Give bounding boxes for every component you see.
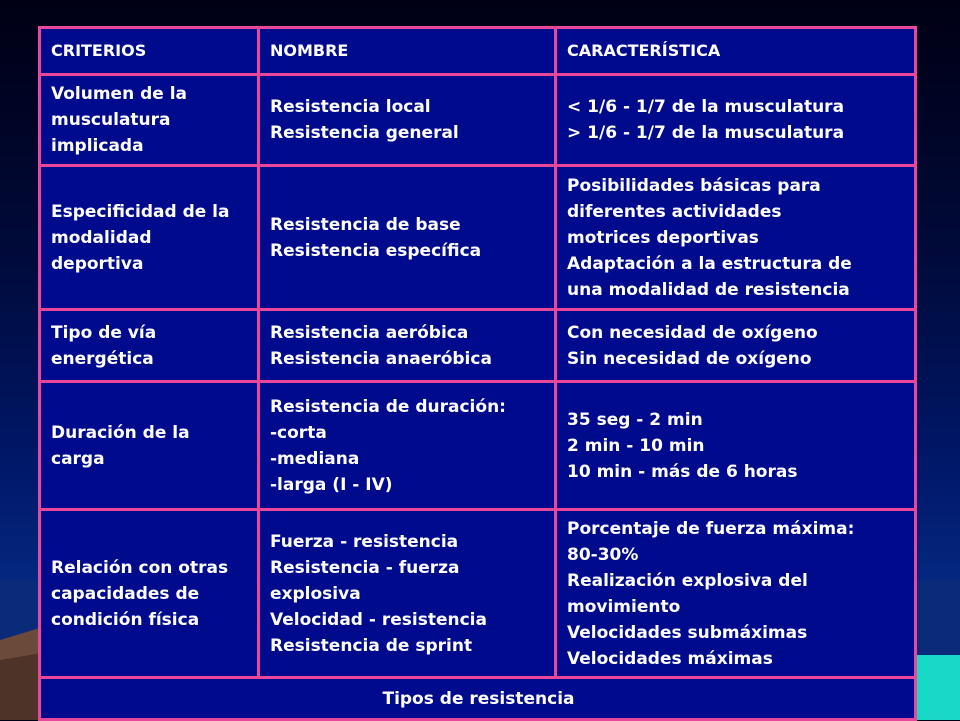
nombre-line: -mediana [270, 448, 360, 469]
nombre-cell [259, 382, 556, 510]
criterio-text: Duración de la carga [51, 422, 190, 469]
caracteristica-line: 2 min - 10 min [567, 435, 705, 456]
nombre-line: Resistencia de duración: [270, 396, 506, 417]
caracteristica-line: Posibilidades básicas para [567, 175, 821, 196]
criterio-cell [40, 510, 259, 678]
criterio-text: Relación con otras capacidades de condición física [51, 557, 229, 630]
nombre-line: Resistencia de base [270, 214, 461, 235]
criterio-cell [40, 382, 259, 510]
criterio-cell [40, 75, 259, 166]
table-row [40, 510, 916, 678]
table-caption: Tipos de resistencia [40, 678, 916, 720]
nombre-line: -corta [270, 422, 327, 443]
caracteristica-line: 35 seg - 2 min [567, 409, 703, 430]
nombre-line: Resistencia anaeróbica [270, 348, 492, 369]
nombre-line: Resistencia local [270, 97, 431, 117]
caracteristica-cell [556, 310, 916, 382]
caption-row [40, 678, 916, 720]
table-row [40, 166, 916, 310]
table-row [40, 75, 916, 166]
caracteristica-line: Velocidades submáximas [567, 622, 808, 643]
nombre-line: Resistencia general [270, 123, 459, 143]
header-criterios: CRITERIOS [40, 28, 259, 75]
caracteristica-line: > 1/6 - 1/7 de la musculatura [567, 123, 845, 143]
nombre-line: -larga (I - IV) [270, 474, 393, 495]
caracteristica-line: Realización explosiva del [567, 570, 808, 591]
caracteristica-cell [556, 75, 916, 166]
criteria-table [38, 26, 917, 721]
nombre-cell [259, 166, 556, 310]
criterio-text: Volumen de la musculatura implicada [51, 84, 188, 156]
caracteristica-line: motrices deportivas [567, 227, 759, 248]
caracteristica-line: Con necesidad de oxígeno [567, 322, 818, 343]
nombre-cell [259, 75, 556, 166]
nombre-line: Velocidad - resistencia [270, 609, 487, 630]
table-row [40, 310, 916, 382]
header-row [40, 28, 916, 75]
header-nombre: NOMBRE [259, 28, 556, 75]
nombre-cell [259, 510, 556, 678]
nombre-line: Resistencia - fuerza [270, 557, 460, 578]
nombre-line: Resistencia aeróbica [270, 322, 469, 343]
criterio-cell [40, 166, 259, 310]
criterio-cell [40, 310, 259, 382]
criterio-text: Tipo de vía energética [51, 322, 157, 369]
header-caracteristica: CARACTERÍSTICA [556, 28, 916, 75]
caracteristica-line: 80-30% [567, 544, 639, 565]
nombre-line: Resistencia de sprint [270, 635, 473, 656]
caracteristica-line: Porcentaje de fuerza máxima: [567, 518, 855, 539]
nombre-line: Fuerza - resistencia [270, 531, 459, 552]
caracteristica-cell [556, 166, 916, 310]
nombre-line: explosiva [270, 583, 361, 604]
caracteristica-line: Adaptación a la estructura de [567, 253, 852, 274]
caracteristica-line: Velocidades máximas [567, 648, 773, 669]
caracteristica-line: 10 min - más de 6 horas [567, 461, 798, 482]
nombre-line: Resistencia específica [270, 240, 482, 261]
caracteristica-cell [556, 510, 916, 678]
caracteristica-line: movimiento [567, 596, 681, 617]
caracteristica-line: < 1/6 - 1/7 de la musculatura [567, 97, 845, 117]
criterio-text: Especificidad de la modalidad deportiva [51, 201, 230, 274]
caracteristica-line: Sin necesidad de oxígeno [567, 348, 812, 369]
caracteristica-line: una modalidad de resistencia [567, 279, 850, 300]
caracteristica-line: diferentes actividades [567, 201, 782, 222]
table-row [40, 382, 916, 510]
caracteristica-cell [556, 382, 916, 510]
nombre-cell [259, 310, 556, 382]
